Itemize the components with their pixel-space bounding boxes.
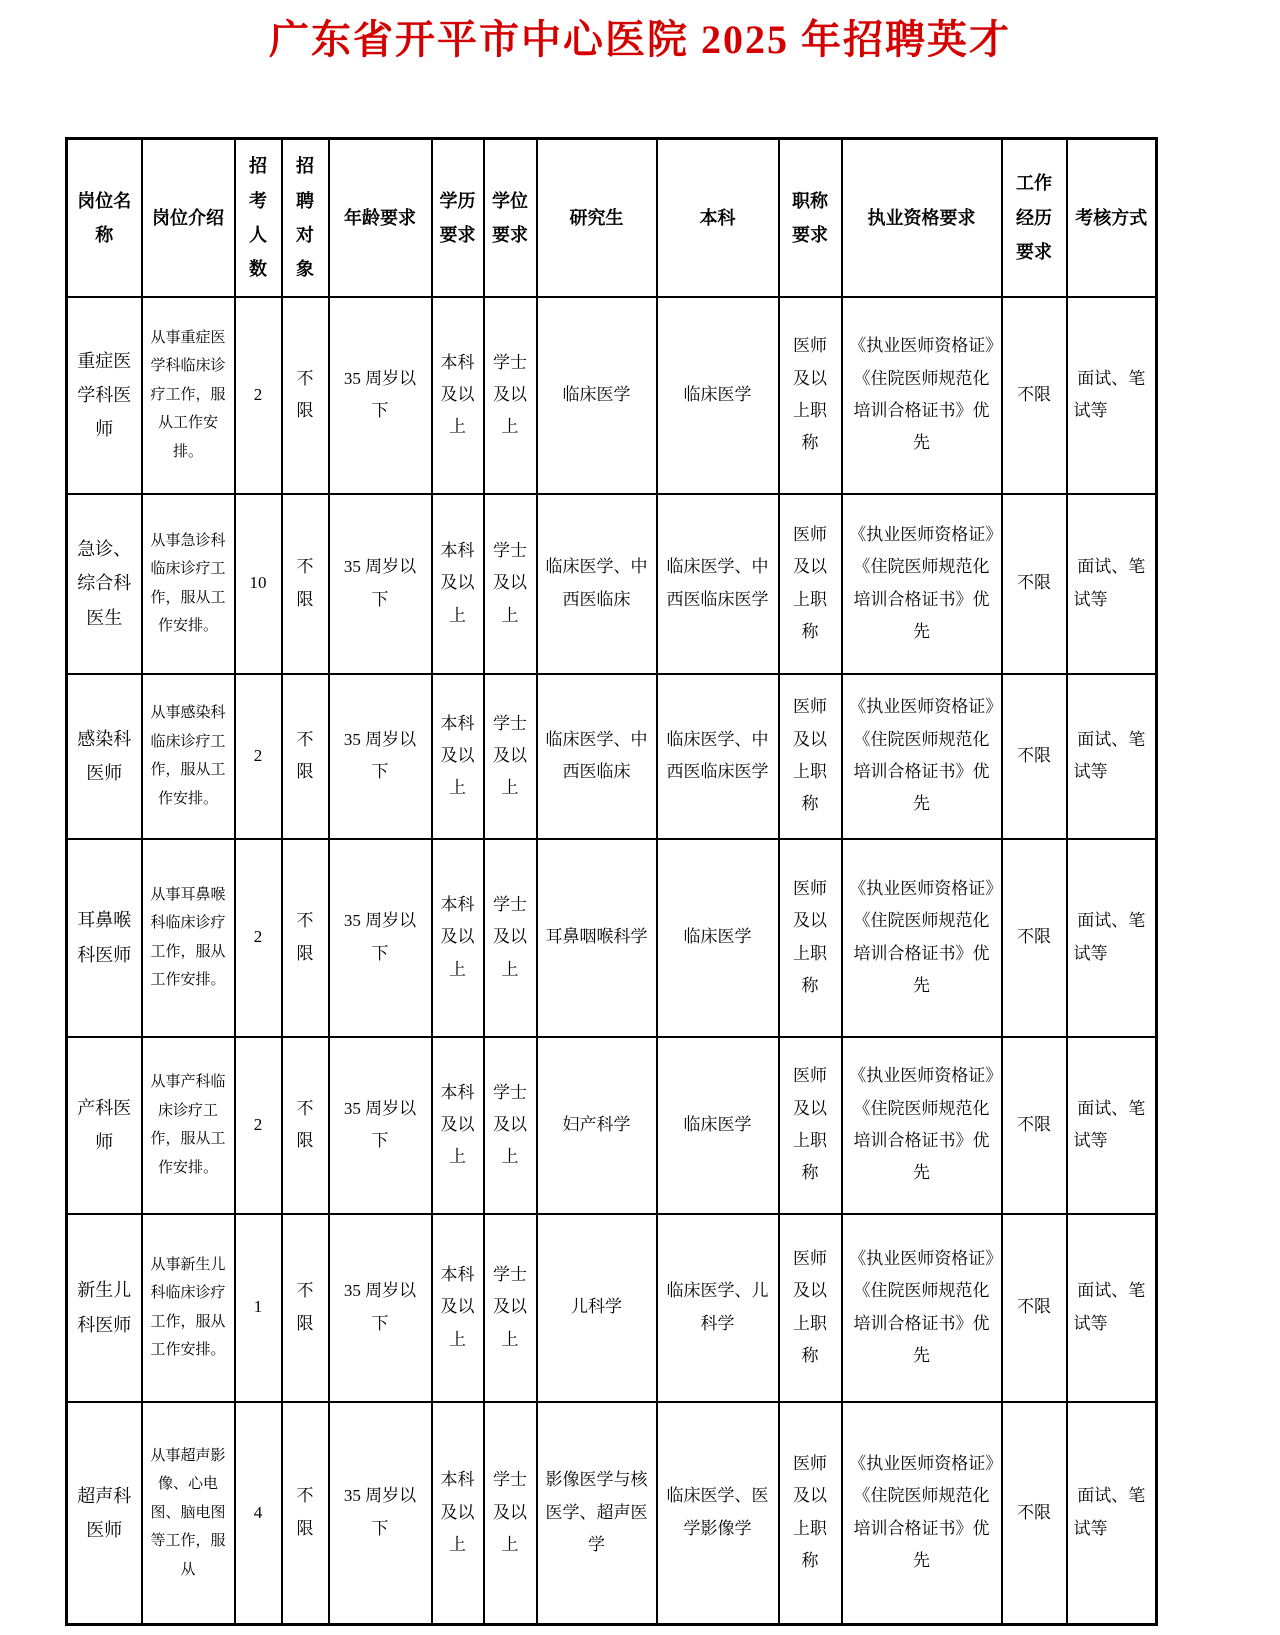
cell-count: 2 bbox=[235, 297, 282, 494]
cell-degree: 学士及以上 bbox=[484, 1402, 537, 1625]
cell-title-req: 医师及以上职称 bbox=[779, 1214, 842, 1402]
cell-intro: 从事产科临床诊疗工作，服从工作安排。 bbox=[142, 1037, 235, 1214]
cell-education: 本科及以上 bbox=[432, 1402, 484, 1625]
cell-degree: 学士及以上 bbox=[484, 839, 537, 1037]
cell-assessment: 面试、笔试等 bbox=[1067, 1214, 1157, 1402]
column-header-experience: 工作经历要求 bbox=[1002, 139, 1067, 297]
cell-experience: 不限 bbox=[1002, 674, 1067, 839]
cell-qualification: 《执业医师资格证》《住院医师规范化培训合格证书》优先 bbox=[842, 1402, 1002, 1625]
cell-experience: 不限 bbox=[1002, 494, 1067, 674]
cell-qualification: 《执业医师资格证》《住院医师规范化培训合格证书》优先 bbox=[842, 1037, 1002, 1214]
cell-qualification: 《执业医师资格证》《住院医师规范化培训合格证书》优先 bbox=[842, 839, 1002, 1037]
cell-target: 不限 bbox=[282, 839, 329, 1037]
cell-undergraduate: 临床医学 bbox=[657, 839, 779, 1037]
cell-intro: 从事耳鼻喉科临床诊疗工作，服从工作安排。 bbox=[142, 839, 235, 1037]
cell-target: 不限 bbox=[282, 1037, 329, 1214]
cell-position: 超声科医师 bbox=[67, 1402, 142, 1625]
cell-assessment: 面试、笔试等 bbox=[1067, 674, 1157, 839]
cell-intro: 从事重症医学科临床诊疗工作，服从工作安排。 bbox=[142, 297, 235, 494]
cell-target: 不限 bbox=[282, 674, 329, 839]
cell-education: 本科及以上 bbox=[432, 1037, 484, 1214]
cell-education: 本科及以上 bbox=[432, 674, 484, 839]
cell-experience: 不限 bbox=[1002, 1402, 1067, 1625]
cell-intro: 从事超声影像、心电图、脑电图等工作，服从 bbox=[142, 1402, 235, 1625]
cell-age: 35 周岁以下 bbox=[329, 1037, 432, 1214]
cell-degree: 学士及以上 bbox=[484, 494, 537, 674]
cell-position: 感染科医师 bbox=[67, 674, 142, 839]
table-row bbox=[67, 1402, 1157, 1625]
recruitment-table bbox=[65, 137, 1158, 1626]
cell-count: 2 bbox=[235, 1037, 282, 1214]
cell-title-req: 医师及以上职称 bbox=[779, 1037, 842, 1214]
column-header-count: 招考人数 bbox=[235, 139, 282, 297]
cell-title-req: 医师及以上职称 bbox=[779, 494, 842, 674]
column-header-qualification: 执业资格要求 bbox=[842, 139, 1002, 297]
cell-title-req: 医师及以上职称 bbox=[779, 839, 842, 1037]
column-header-target: 招聘对象 bbox=[282, 139, 329, 297]
cell-position: 急诊、综合科医生 bbox=[67, 494, 142, 674]
cell-target: 不限 bbox=[282, 1214, 329, 1402]
cell-qualification: 《执业医师资格证》《住院医师规范化培训合格证书》优先 bbox=[842, 1214, 1002, 1402]
cell-graduate: 临床医学、中西医临床 bbox=[537, 674, 657, 839]
table-row bbox=[67, 1214, 1157, 1402]
cell-target: 不限 bbox=[282, 494, 329, 674]
cell-count: 2 bbox=[235, 674, 282, 839]
cell-graduate: 儿科学 bbox=[537, 1214, 657, 1402]
cell-undergraduate: 临床医学、中西医临床医学 bbox=[657, 674, 779, 839]
page-title: 广东省开平市中心医院 2025 年招聘英才 bbox=[269, 17, 1011, 62]
column-header-assessment: 考核方式 bbox=[1067, 139, 1157, 297]
cell-position: 重症医学科医师 bbox=[67, 297, 142, 494]
column-header-undergraduate: 本科 bbox=[657, 139, 779, 297]
cell-age: 35 周岁以下 bbox=[329, 494, 432, 674]
cell-degree: 学士及以上 bbox=[484, 297, 537, 494]
cell-qualification: 《执业医师资格证》《住院医师规范化培训合格证书》优先 bbox=[842, 297, 1002, 494]
cell-undergraduate: 临床医学 bbox=[657, 297, 779, 494]
cell-count: 10 bbox=[235, 494, 282, 674]
cell-degree: 学士及以上 bbox=[484, 1037, 537, 1214]
column-header-education: 学历要求 bbox=[432, 139, 484, 297]
table-row bbox=[67, 297, 1157, 494]
cell-age: 35 周岁以下 bbox=[329, 1214, 432, 1402]
cell-qualification: 《执业医师资格证》《住院医师规范化培训合格证书》优先 bbox=[842, 674, 1002, 839]
cell-experience: 不限 bbox=[1002, 839, 1067, 1037]
cell-age: 35 周岁以下 bbox=[329, 1402, 432, 1625]
cell-count: 4 bbox=[235, 1402, 282, 1625]
cell-undergraduate: 临床医学、中西医临床医学 bbox=[657, 494, 779, 674]
cell-undergraduate: 临床医学 bbox=[657, 1037, 779, 1214]
cell-experience: 不限 bbox=[1002, 1037, 1067, 1214]
cell-title-req: 医师及以上职称 bbox=[779, 1402, 842, 1625]
cell-count: 1 bbox=[235, 1214, 282, 1402]
cell-assessment: 面试、笔试等 bbox=[1067, 494, 1157, 674]
cell-graduate: 临床医学、中西医临床 bbox=[537, 494, 657, 674]
cell-graduate: 耳鼻咽喉科学 bbox=[537, 839, 657, 1037]
cell-graduate: 妇产科学 bbox=[537, 1037, 657, 1214]
cell-age: 35 周岁以下 bbox=[329, 674, 432, 839]
cell-assessment: 面试、笔试等 bbox=[1067, 297, 1157, 494]
cell-graduate: 临床医学 bbox=[537, 297, 657, 494]
column-header-age: 年龄要求 bbox=[329, 139, 432, 297]
cell-degree: 学士及以上 bbox=[484, 1214, 537, 1402]
table-body bbox=[67, 297, 1157, 1625]
column-header-title-req: 职称要求 bbox=[779, 139, 842, 297]
table-header bbox=[67, 139, 1157, 297]
column-header-position: 岗位名称 bbox=[67, 139, 142, 297]
column-header-intro: 岗位介绍 bbox=[142, 139, 235, 297]
cell-target: 不限 bbox=[282, 1402, 329, 1625]
cell-count: 2 bbox=[235, 839, 282, 1037]
cell-title-req: 医师及以上职称 bbox=[779, 674, 842, 839]
cell-age: 35 周岁以下 bbox=[329, 297, 432, 494]
header-row bbox=[67, 139, 1157, 297]
cell-assessment: 面试、笔试等 bbox=[1067, 1037, 1157, 1214]
cell-intro: 从事急诊科临床诊疗工作，服从工作安排。 bbox=[142, 494, 235, 674]
cell-qualification: 《执业医师资格证》《住院医师规范化培训合格证书》优先 bbox=[842, 494, 1002, 674]
cell-position: 耳鼻喉科医师 bbox=[67, 839, 142, 1037]
cell-assessment: 面试、笔试等 bbox=[1067, 1402, 1157, 1625]
cell-position: 产科医师 bbox=[67, 1037, 142, 1214]
cell-graduate: 影像医学与核医学、超声医学 bbox=[537, 1402, 657, 1625]
table-row bbox=[67, 494, 1157, 674]
table-row bbox=[67, 674, 1157, 839]
cell-education: 本科及以上 bbox=[432, 839, 484, 1037]
cell-title-req: 医师及以上职称 bbox=[779, 297, 842, 494]
column-header-degree: 学位要求 bbox=[484, 139, 537, 297]
cell-intro: 从事新生儿科临床诊疗工作，服从工作安排。 bbox=[142, 1214, 235, 1402]
table-row bbox=[67, 1037, 1157, 1214]
cell-intro: 从事感染科临床诊疗工作，服从工作安排。 bbox=[142, 674, 235, 839]
cell-experience: 不限 bbox=[1002, 1214, 1067, 1402]
cell-education: 本科及以上 bbox=[432, 494, 484, 674]
cell-undergraduate: 临床医学、儿科学 bbox=[657, 1214, 779, 1402]
cell-education: 本科及以上 bbox=[432, 1214, 484, 1402]
cell-assessment: 面试、笔试等 bbox=[1067, 839, 1157, 1037]
cell-experience: 不限 bbox=[1002, 297, 1067, 494]
cell-degree: 学士及以上 bbox=[484, 674, 537, 839]
table-row bbox=[67, 839, 1157, 1037]
cell-position: 新生儿科医师 bbox=[67, 1214, 142, 1402]
cell-age: 35 周岁以下 bbox=[329, 839, 432, 1037]
column-header-graduate: 研究生 bbox=[537, 139, 657, 297]
cell-undergraduate: 临床医学、医学影像学 bbox=[657, 1402, 779, 1625]
cell-education: 本科及以上 bbox=[432, 297, 484, 494]
cell-target: 不限 bbox=[282, 297, 329, 494]
